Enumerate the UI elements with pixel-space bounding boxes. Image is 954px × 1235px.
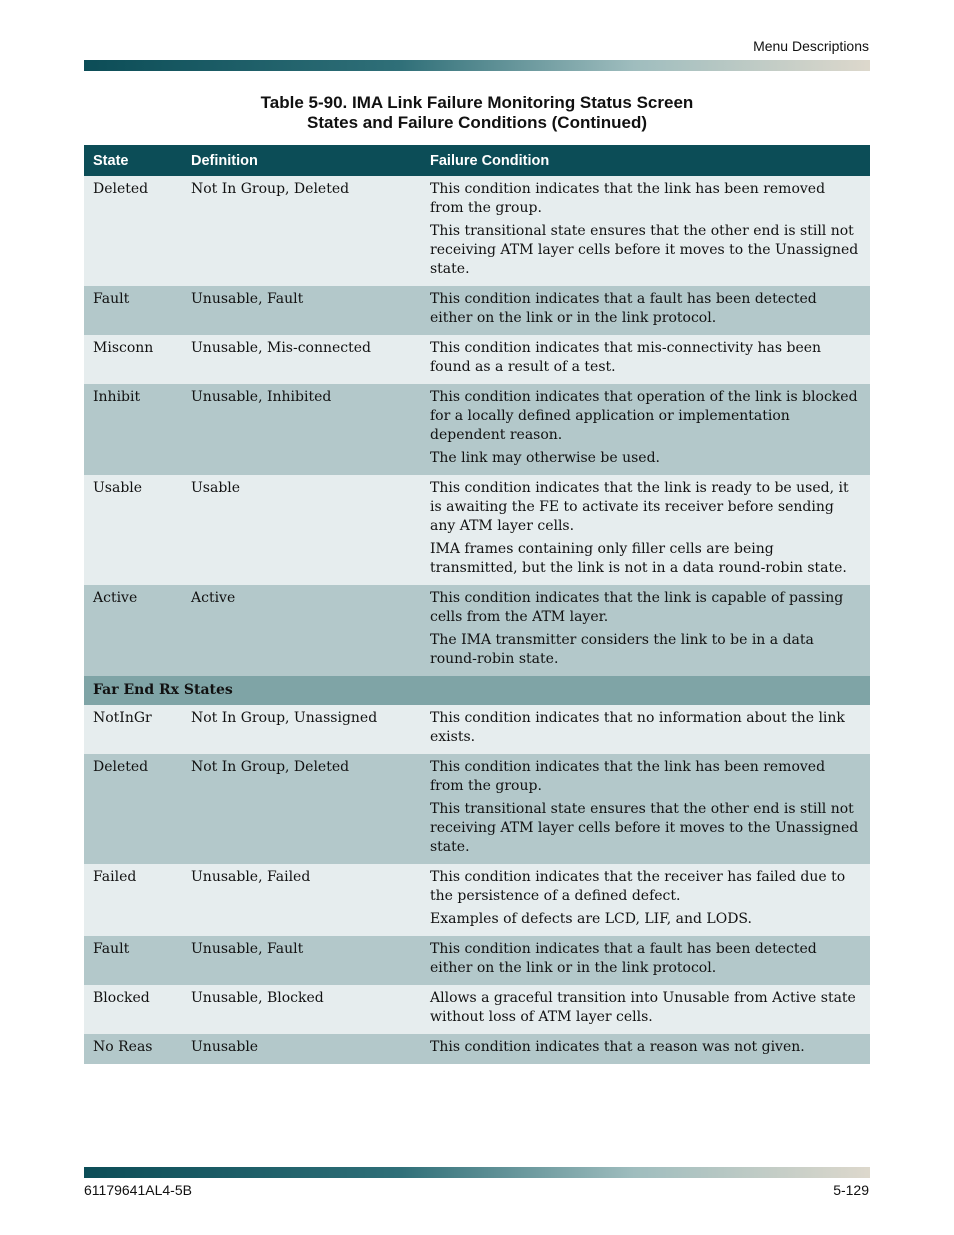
failure-condition-cell xyxy=(421,1034,870,1064)
header-rule xyxy=(84,60,870,71)
table-row xyxy=(84,864,870,936)
failure-condition-cell xyxy=(421,754,870,864)
table-title-line-2: States and Failure Conditions (Continued) xyxy=(307,113,647,132)
failure-condition-paragraph: This condition indicates that operation of the link is blocked for a locally defined application or implementation dependent reason. xyxy=(430,389,858,443)
column-header-state: State xyxy=(84,145,182,176)
table-row xyxy=(84,754,870,864)
table-row xyxy=(84,985,870,1034)
definition-cell: Unusable, Fault xyxy=(182,936,421,985)
definition-cell: Unusable, Blocked xyxy=(182,985,421,1034)
failure-condition-cell xyxy=(421,936,870,985)
table-row xyxy=(84,705,870,754)
document-number: 61179641AL4-5B xyxy=(84,1182,192,1198)
table-row xyxy=(84,286,870,335)
failure-condition-cell xyxy=(421,985,870,1034)
failure-condition-paragraph: This condition indicates that mis-connectivity has been found as a result of a test. xyxy=(430,340,822,375)
failure-condition-paragraph: This condition indicates that the link is ready to be used, it is awaiting the FE to activate its receiver before sending any ATM layer cells. xyxy=(430,480,849,534)
section-row-far-end-rx-states xyxy=(84,676,870,705)
state-cell: Blocked xyxy=(84,985,182,1034)
failure-condition-paragraph: This condition indicates that the link has been removed from the group. xyxy=(430,759,826,794)
failure-condition-cell xyxy=(421,705,870,754)
table-row xyxy=(84,475,870,585)
state-cell: Fault xyxy=(84,286,182,335)
failure-conditions-table xyxy=(84,145,870,1064)
state-cell: Deleted xyxy=(84,176,182,286)
state-cell: Active xyxy=(84,585,182,676)
table-header-row xyxy=(84,145,870,176)
failure-condition-paragraph: IMA frames containing only filler cells are being transmitted, but the link is not in a data round-robin state. xyxy=(430,541,847,576)
column-header-failure-condition: Failure Condition xyxy=(421,145,870,176)
column-header-definition: Definition xyxy=(182,145,421,176)
definition-cell: Unusable xyxy=(182,1034,421,1064)
failure-condition-paragraph: This transitional state ensures that the other end is still not receiving ATM layer cells before it moves to the Unassigned state. xyxy=(430,223,859,277)
state-cell: NotInGr xyxy=(84,705,182,754)
state-cell: Fault xyxy=(84,936,182,985)
table-title-line-1: Table 5-90. IMA Link Failure Monitoring Status Screen xyxy=(260,93,694,112)
state-cell: No Reas xyxy=(84,1034,182,1064)
definition-cell: Not In Group, Unassigned xyxy=(182,705,421,754)
table-title xyxy=(84,93,870,133)
table-row xyxy=(84,585,870,676)
failure-condition-cell xyxy=(421,286,870,335)
state-cell: Deleted xyxy=(84,754,182,864)
failure-condition-cell xyxy=(421,585,870,676)
state-cell: Failed xyxy=(84,864,182,936)
definition-cell: Not In Group, Deleted xyxy=(182,176,421,286)
failure-condition-paragraph: This condition indicates that a fault has been detected either on the link or in the link protocol. xyxy=(430,291,817,326)
state-cell: Inhibit xyxy=(84,384,182,475)
failure-condition-paragraph: Allows a graceful transition into Unusable from Active state without loss of ATM layer cells. xyxy=(430,990,856,1025)
failure-condition-paragraph: This condition indicates that the link has been removed from the group. xyxy=(430,181,826,216)
table-row xyxy=(84,936,870,985)
failure-condition-paragraph: This transitional state ensures that the other end is still not receiving ATM layer cells before it moves to the Unassigned state. xyxy=(430,801,859,855)
table-row xyxy=(84,384,870,475)
failure-condition-paragraph: Examples of defects are LCD, LIF, and LODS. xyxy=(430,911,752,927)
definition-cell: Not In Group, Deleted xyxy=(182,754,421,864)
failure-condition-paragraph: This condition indicates that a fault has been detected either on the link or in the link protocol. xyxy=(430,941,817,976)
failure-condition-paragraph: This condition indicates that the link is capable of passing cells from the ATM layer. xyxy=(430,590,844,625)
footer-rule xyxy=(84,1167,870,1178)
table-body xyxy=(84,176,870,1064)
failure-condition-cell xyxy=(421,475,870,585)
failure-condition-paragraph: The link may otherwise be used. xyxy=(430,450,661,466)
failure-condition-paragraph: This condition indicates that no information about the link exists. xyxy=(430,710,845,745)
definition-cell: Usable xyxy=(182,475,421,585)
failure-condition-cell xyxy=(421,176,870,286)
table-row xyxy=(84,176,870,286)
failure-condition-cell xyxy=(421,864,870,936)
table-row xyxy=(84,1034,870,1064)
running-header: Menu Descriptions xyxy=(753,38,869,54)
definition-cell: Unusable, Inhibited xyxy=(182,384,421,475)
definition-cell: Unusable, Fault xyxy=(182,286,421,335)
table-row xyxy=(84,335,870,384)
state-cell: Usable xyxy=(84,475,182,585)
failure-condition-paragraph: The IMA transmitter considers the link to be in a data round-robin state. xyxy=(430,632,814,667)
definition-cell: Active xyxy=(182,585,421,676)
definition-cell: Unusable, Mis-connected xyxy=(182,335,421,384)
page-number: 5-129 xyxy=(833,1182,869,1198)
definition-cell: Unusable, Failed xyxy=(182,864,421,936)
failure-condition-paragraph: This condition indicates that a reason was not given. xyxy=(430,1039,805,1055)
state-cell: Misconn xyxy=(84,335,182,384)
section-label: Far End Rx States xyxy=(84,676,870,705)
failure-condition-cell xyxy=(421,335,870,384)
failure-condition-paragraph: This condition indicates that the receiver has failed due to the persistence of a defined defect. xyxy=(430,869,846,904)
failure-condition-cell xyxy=(421,384,870,475)
